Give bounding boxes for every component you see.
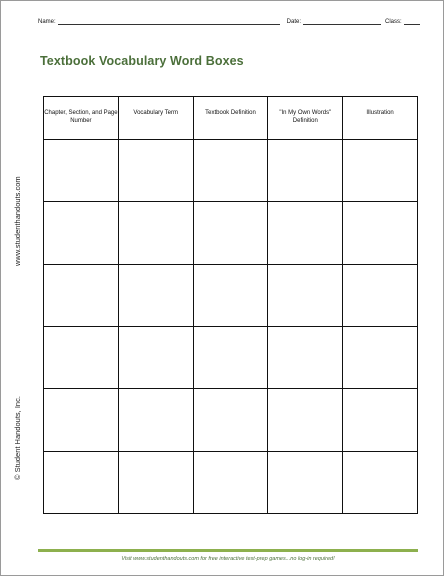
table-cell — [268, 264, 343, 326]
name-label: Name: — [38, 19, 56, 25]
table-cell — [268, 451, 343, 513]
table-cell — [118, 451, 193, 513]
table-cell — [193, 140, 268, 202]
date-label: Date: — [286, 19, 302, 25]
table-cell — [268, 140, 343, 202]
table-cell — [44, 264, 119, 326]
name-blank — [58, 18, 280, 25]
header-row — [44, 97, 418, 140]
table-body — [44, 140, 418, 514]
table-cell — [343, 389, 418, 451]
table-cell — [44, 202, 119, 264]
class-label: Class: — [385, 19, 402, 25]
col-header-own-words-definition: "In My Own Words" Definition — [268, 97, 343, 140]
col-header-term: Vocabulary Term — [118, 97, 193, 140]
col-header-textbook-definition: Textbook Definition — [193, 97, 268, 140]
side-website-text: www.studenthandouts.com — [13, 176, 22, 266]
table-row — [44, 326, 418, 388]
table-cell — [44, 326, 119, 388]
table-cell — [118, 389, 193, 451]
worksheet-title: Textbook Vocabulary Word Boxes — [40, 54, 244, 68]
table-cell — [118, 326, 193, 388]
table-cell — [268, 389, 343, 451]
table-cell — [118, 264, 193, 326]
table-cell — [268, 202, 343, 264]
vocabulary-table — [43, 96, 418, 514]
table-cell — [343, 140, 418, 202]
header-fields — [38, 13, 420, 25]
table-cell — [343, 326, 418, 388]
table-cell — [193, 202, 268, 264]
table-row — [44, 202, 418, 264]
table-cell — [343, 264, 418, 326]
table-cell — [343, 451, 418, 513]
table-cell — [193, 264, 268, 326]
table-row — [44, 389, 418, 451]
table-row — [44, 451, 418, 513]
table-cell — [343, 202, 418, 264]
table-cell — [118, 140, 193, 202]
col-header-chapter: Chapter, Section, and Page Number — [44, 97, 119, 140]
table-cell — [44, 140, 119, 202]
side-copyright-text: © Student Handouts, Inc. — [13, 396, 22, 480]
table-cell — [193, 389, 268, 451]
table-cell — [44, 451, 119, 513]
col-header-illustration: Illustration — [343, 97, 418, 140]
date-blank — [303, 18, 381, 25]
class-blank — [404, 18, 420, 25]
table-row — [44, 140, 418, 202]
table-row — [44, 264, 418, 326]
table-cell — [268, 326, 343, 388]
table-cell — [193, 326, 268, 388]
footer-bar — [38, 549, 418, 552]
footer-text: Visit www.studenthandouts.com for free interactive test-prep games...no log-in required! — [121, 556, 335, 562]
table-cell — [193, 451, 268, 513]
table-cell — [44, 389, 119, 451]
table-cell — [118, 202, 193, 264]
